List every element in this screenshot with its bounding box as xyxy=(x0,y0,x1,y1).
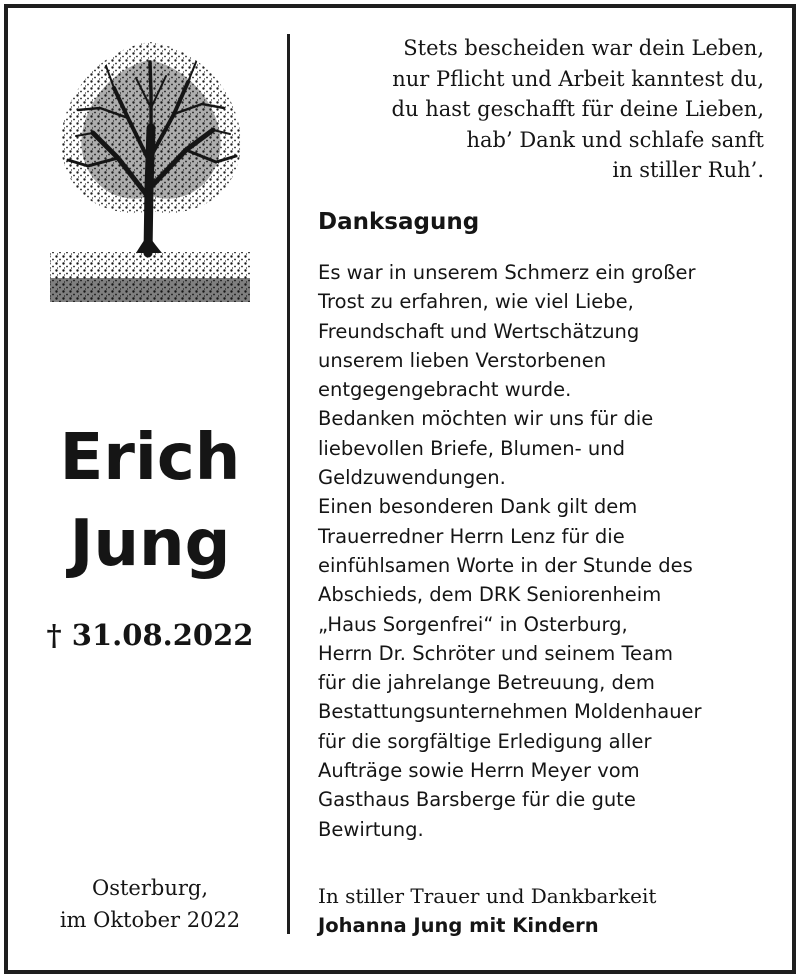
body-line: Abschieds, dem DRK Seniorenheim xyxy=(318,583,662,607)
tree-icon xyxy=(48,38,253,308)
poem xyxy=(312,33,764,186)
body-line: Bewirtung. xyxy=(318,817,424,841)
body-line: Trost zu erfahren, wie viel Liebe, xyxy=(318,290,634,314)
date-line: im Oktober 2022 xyxy=(59,908,241,932)
place-line: Osterburg, xyxy=(91,876,209,900)
body-line: Es war in unserem Schmerz ein großer xyxy=(318,261,696,284)
body-line: Bedanken möchten wir uns für die xyxy=(318,407,654,431)
body-line: Gasthaus Barsberge für die gute xyxy=(318,788,636,812)
deceased-first-name: Erich xyxy=(59,421,241,495)
body-line: „Haus Sorgenfrei“ in Osterburg, xyxy=(318,612,628,636)
signature: Johanna Jung mit Kindern xyxy=(318,914,599,937)
poem-line: hab’ Dank und schlafe sanft xyxy=(466,127,764,152)
body-line: Trauerredner Herrn Lenz für die xyxy=(318,524,625,548)
poem-line: Stets bescheiden war dein Leben, xyxy=(403,36,764,60)
body-line: entgegengebracht wurde. xyxy=(318,378,572,402)
body-line: liebevollen Briefe, Blumen- und xyxy=(318,436,625,460)
body-line: einfühlsamen Worte in der Stunde des xyxy=(318,553,693,577)
body-line: Bestattungsunternehmen Moldenhauer xyxy=(318,700,702,724)
poem-line: du hast geschafft für deine Lieben, xyxy=(391,97,764,121)
body-line: Aufträge sowie Herrn Meyer vom xyxy=(318,759,640,783)
body-line: Geldzuwendungen. xyxy=(318,466,506,490)
column-divider xyxy=(287,34,290,934)
deceased-last-name: Jung xyxy=(69,507,231,581)
place-date-block xyxy=(20,872,280,936)
body-line: für die sorgfältige Erledigung aller xyxy=(318,729,652,753)
body-line: für die jahrelange Betreuung, dem xyxy=(318,671,655,695)
closing-block xyxy=(318,881,788,941)
body-line: Einen besonderen Dank gilt dem xyxy=(318,495,638,519)
closing-line: In stiller Trauer und Dankbarkeit xyxy=(318,884,657,908)
death-date: † 31.08.2022 xyxy=(46,618,254,652)
body-line: Freundschaft und Wertschätzung xyxy=(318,319,640,343)
heading: Danksagung xyxy=(318,209,480,235)
body-line: Herrn Dr. Schröter und seinem Team xyxy=(318,641,673,665)
poem-line: nur Pflicht und Arbeit kanntest du, xyxy=(392,66,764,91)
body-text xyxy=(318,258,788,844)
body-line: unserem lieben Verstorbenen xyxy=(318,348,607,372)
poem-line: in stiller Ruh’. xyxy=(612,158,764,182)
